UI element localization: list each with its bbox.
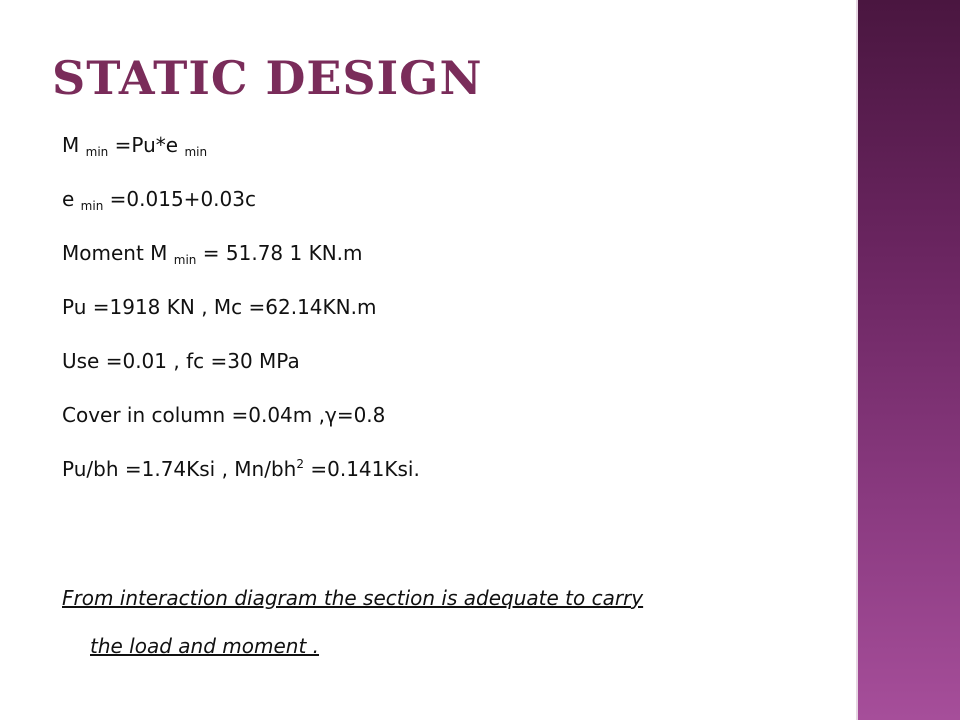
conclusion-note	[62, 574, 822, 670]
formula-subscript: min	[184, 145, 208, 159]
decorative-side-band	[856, 0, 960, 720]
formula-text: Moment M	[62, 241, 174, 265]
conclusion-line-2	[62, 622, 822, 670]
slide-title: STATIC DESIGN	[52, 51, 483, 105]
formula-text: =0.141Ksi.	[304, 457, 420, 481]
conclusion-text: From interaction diagram the section is adequate to carry	[62, 586, 644, 610]
formula-text: =Pu*e	[108, 133, 185, 157]
formula-text: M	[62, 133, 86, 157]
formula-line-moment-value	[62, 238, 842, 292]
formula-subscript: min	[85, 145, 109, 159]
formula-line-pu-mc: Pu =1918 KN , Mc =62.14KN.m	[62, 295, 377, 319]
formula-text: = 51.78 1 KN.m	[196, 241, 363, 265]
conclusion-text: the load and moment .	[90, 634, 320, 658]
formula-text: =0.015+0.03c	[103, 187, 256, 211]
formula-text: Pu/bh =1.74Ksi , Mn/bh	[62, 457, 297, 481]
formula-line-cover: Cover in column =0.04m ,γ=0.8	[62, 403, 386, 427]
formula-line-use-fc: Use =0.01 , fc =30 MPa	[62, 349, 300, 373]
formula-subscript: min	[173, 253, 197, 267]
formula-subscript: min	[80, 199, 104, 213]
formula-superscript: 2	[296, 457, 304, 471]
formula-line-e-min	[62, 184, 842, 238]
formula-text: e	[62, 187, 81, 211]
conclusion-line-1	[62, 574, 822, 622]
formula-line-pu-bh	[62, 454, 842, 508]
formula-line-moment-min	[62, 130, 842, 184]
slide-body	[62, 130, 842, 508]
